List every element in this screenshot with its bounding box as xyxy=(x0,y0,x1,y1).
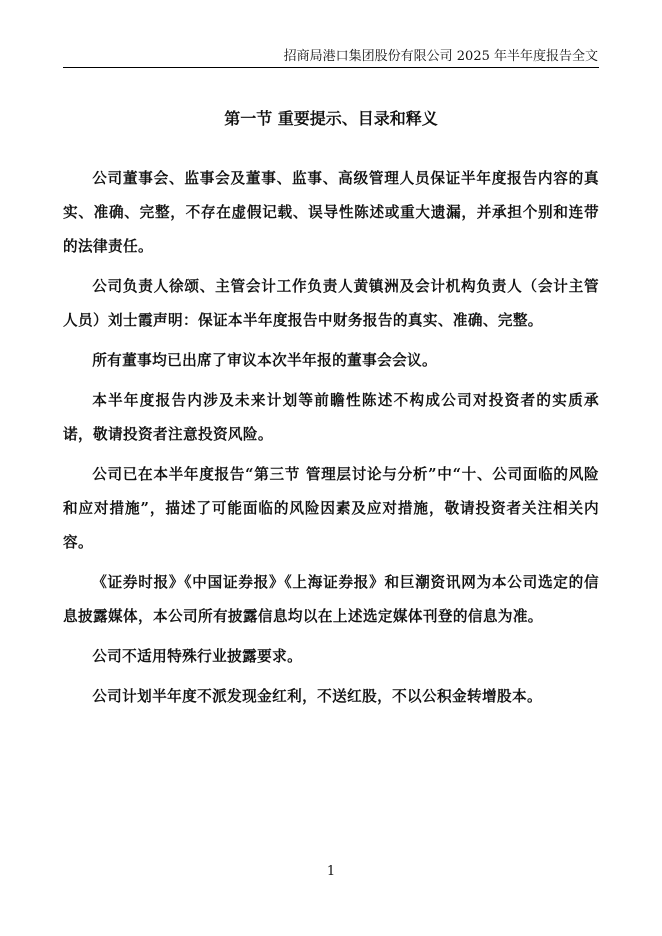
paragraph-responsible-persons-statement: 公司负责人徐颂、主管会计工作负责人黄镇洲及会计机构负责人（会计主管人员）刘士霞声明：保证本半年度报告中财务报告的真实、准确、完整。 xyxy=(63,278,599,329)
paragraph-risk-factors-reference: 公司已在本半年度报告“第三节 管理层讨论与分析”中“十、公司面临的风险和应对措施”，描述了可能面临的风险因素及应对措施，敬请投资者关注相关内容。 xyxy=(63,466,599,551)
paragraph-industry-disclosure: 公司不适用特殊行业披露要求。 xyxy=(92,648,303,665)
paragraph-forward-looking-risk: 本半年度报告内涉及未来计划等前瞻性陈述不构成公司对投资者的实质承诺，敬请投资者注意投资风险。 xyxy=(63,392,599,443)
page-number: 1 xyxy=(326,864,336,879)
section-title: 第一节 重要提示、目录和释义 xyxy=(224,109,438,128)
header-divider xyxy=(63,67,599,68)
paragraph-directors-guarantee: 公司董事会、监事会及董事、监事、高级管理人员保证半年度报告内容的真实、准确、完整，不存在虚假记载、误导性陈述或重大遗漏，并承担个别和连带的法律责任。 xyxy=(63,170,599,255)
paragraph-board-attendance: 所有董事均已出席了审议本次半年报的董事会会议。 xyxy=(92,352,438,369)
paragraph-dividend-plan: 公司计划半年度不派发现金红利，不送红股，不以公积金转增股本。 xyxy=(92,688,543,705)
page-header: 招商局港口集团股份有限公司 2025 年半年度报告全文 xyxy=(283,49,598,64)
paragraph-disclosure-media: 《证券时报》《中国证券报》《上海证券报》和巨潮资讯网为本公司选定的信息披露媒体，本公司所有披露信息均以在上述选定媒体刊登的信息为准。 xyxy=(63,574,599,625)
document-body xyxy=(63,162,599,720)
